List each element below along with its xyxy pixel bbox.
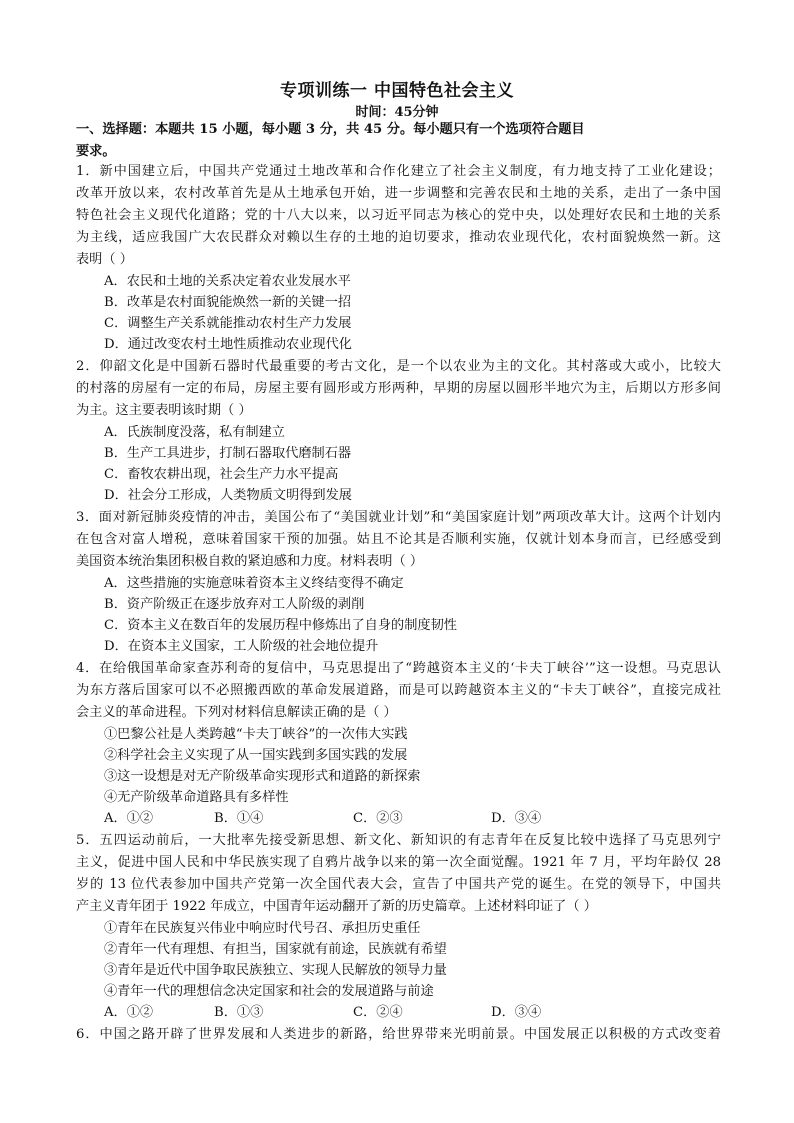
question-2-option-c: C．畜牧农耕出现，社会生产力水平提高 bbox=[104, 467, 339, 482]
question-3-option-c: C．资本主义在数百年的发展历程中修炼出了自身的制度韧性 bbox=[104, 618, 457, 633]
question-2-option-b: B．生产工具进步，打制石器取代磨制石器 bbox=[104, 446, 352, 461]
question-1-text: 改革开放以来，农村改革首先是从土地承包开始，进一步调整和完善农民和土地的关系，走出了一条中国 bbox=[76, 186, 721, 201]
question-5-text: 主义，促进中国人民和中华民族实现了自鸦片战争以来的第一次全面觉醒。1921 年 7 月，平均年龄仅 28 bbox=[76, 855, 721, 870]
question-1-option-d: D．通过改变农村土地性质推动农业现代化 bbox=[104, 337, 352, 352]
question-5-text: 产主义青年团于 1922 年成立，中国青年运动翻开了新的历史篇章。上述材料印证了（ ） bbox=[76, 899, 597, 914]
time-limit: 时间：45分钟 bbox=[355, 105, 439, 120]
choice-b: B．①④ bbox=[214, 811, 264, 826]
question-4-text: 会主义的革命进程。下列对材料信息解读正确的是（ ） bbox=[76, 705, 397, 720]
question-3-option-d: D．在资本主义国家，工人阶级的社会地位提升 bbox=[104, 639, 379, 654]
question-4-item: ①巴黎公社是人类跨越“卡夫丁峡谷”的一次伟大实践 bbox=[104, 727, 408, 742]
question-4-item: ②科学社会主义实现了从一国实践到多国实践的发展 bbox=[104, 748, 408, 763]
question-4-item: ③这一设想是对无产阶级革命实现形式和道路的新探索 bbox=[104, 769, 421, 784]
section-heading bbox=[76, 119, 721, 163]
choice-a: A．①② bbox=[104, 1005, 154, 1020]
question-1-option-c: C．调整生产关系就能推动农村生产力发展 bbox=[104, 316, 352, 331]
section-heading-line: 一、选择题：本题共 15 小题，每小题 3 分，共 45 分。每小题只有一个选项符合题目 bbox=[76, 122, 585, 137]
choice-d: D．③④ bbox=[491, 1005, 542, 1020]
question-2-text: 的村落的房屋有一定的布局，房屋主要有圆形或方形两种，早期的房屋以圆形半地穴为主，后期以方形多间 bbox=[76, 381, 721, 396]
question-3-text: 美国资本统治集团积极自救的紧迫感和力度。材料表明（ ） bbox=[76, 554, 424, 569]
choice-b: B．①③ bbox=[214, 1005, 264, 1020]
question-5-item: ④青年一代的理想信念决定国家和社会的发展道路与前途 bbox=[104, 984, 434, 999]
question-1-text: 特色社会主义现代化道路；党的十八大以来，以习近平同志为核心的党中央，以处理好农民和土地的关系 bbox=[76, 208, 721, 223]
question-2-option-a: A．氏族制度没落，私有制建立 bbox=[104, 425, 285, 440]
question-4-text: 为东方落后国家可以不必照搬西欧的革命发展道路，而是可以跨越资本主义的“卡夫丁峡谷”，直接完成社 bbox=[76, 683, 721, 698]
question-4-choices bbox=[104, 809, 624, 829]
question-5-item: ②青年一代有理想、有担当，国家就有前途，民族就有希望 bbox=[104, 942, 447, 957]
question-1-text: 表明（ ） bbox=[76, 252, 133, 267]
choice-c: C．②③ bbox=[353, 811, 403, 826]
question-2-option-d: D．社会分工形成，人类物质文明得到发展 bbox=[104, 488, 352, 503]
question-5-choices bbox=[104, 1003, 624, 1023]
question-4-text: 4．在给俄国革命家查苏利奇的复信中，马克思提出了“跨越资本主义的‘卡夫丁峡谷’”这一设想。马克思认 bbox=[76, 661, 721, 676]
question-2-text: 为主。这主要表明该时期（ ） bbox=[76, 403, 252, 418]
question-1-text: 1．新中国建立后，中国共产党通过土地改革和合作化建立了社会主义制度，有力地支持了工业化建设； bbox=[76, 164, 721, 179]
page-title: 专项训练一 中国特色社会主义 bbox=[280, 81, 514, 101]
choice-a: A．①② bbox=[104, 811, 154, 826]
question-2-text: 2．仰韶文化是中国新石器时代最重要的考古文化，是一个以农业为主的文化。其村落或大或小，比较大 bbox=[76, 359, 721, 374]
question-3-option-b: B．资产阶级正在逐步放弃对工人阶级的剥削 bbox=[104, 597, 365, 612]
question-3-option-a: A．这些措施的实施意味着资本主义终结变得不确定 bbox=[104, 576, 404, 591]
section-heading-line: 要求。 bbox=[76, 144, 116, 159]
question-1-option-b: B．改革是农村面貌能焕然一新的关键一招 bbox=[104, 295, 352, 310]
question-3-text: 在包含对富人增税，意味着国家干预的加强。姑且不论其是否顺利实施，仅就计划本身而言，已经感受到 bbox=[76, 532, 721, 547]
question-5-item: ①青年在民族复兴伟业中响应时代号召、承担历史重任 bbox=[104, 921, 421, 936]
question-6-text: 6．中国之路开辟了世界发展和人类进步的新路，给世界带来光明前景。中国发展正以积极的方式改变着 bbox=[76, 1027, 721, 1042]
question-4-item: ④无产阶级革命道路具有多样性 bbox=[104, 790, 289, 805]
question-3-text: 3．面对新冠肺炎疫情的冲击，美国公布了“美国就业计划”和“美国家庭计划”两项改革大计。这两个计划内 bbox=[76, 510, 721, 525]
question-5-text: 岁的 13 位代表参加中国共产党第一次全国代表大会，宣告了中国共产党的诞生。在党的领导下，中国共 bbox=[76, 877, 721, 892]
question-1-option-a: A．农民和土地的关系决定着农业发展水平 bbox=[104, 274, 351, 289]
choice-d: D．③④ bbox=[491, 811, 542, 826]
question-5-text: 5．五四运动前后，一大批率先接受新思想、新文化、新知识的有志青年在反复比较中选择了马克思列宁 bbox=[76, 833, 721, 848]
question-1-text: 为主线，适应我国广大农民群众对赖以生存的土地的迫切要求，推动农业现代化，农村面貌焕然一新。这 bbox=[76, 230, 721, 245]
question-5-item: ③青年是近代中国争取民族独立、实现人民解放的领导力量 bbox=[104, 963, 447, 978]
choice-c: C．②④ bbox=[353, 1005, 403, 1020]
